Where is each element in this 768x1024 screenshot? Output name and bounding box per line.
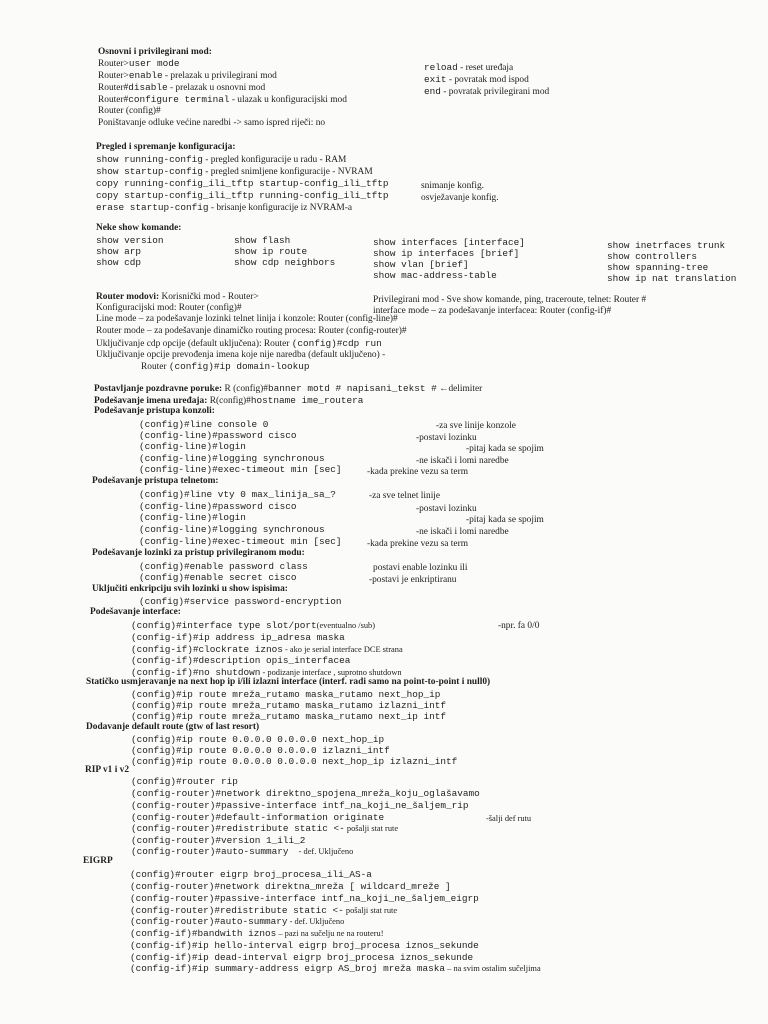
command: (config)#enable password class: [139, 561, 308, 572]
text-line: [94, 383, 482, 395]
text-line: Konfiguracijski mod: Router (config)#: [96, 303, 242, 313]
text: - prelazak u privilegirani mod: [162, 71, 277, 81]
text: - def. Uključeno: [287, 917, 345, 926]
text: -šalji def rutu: [486, 814, 532, 823]
command: (config-router)#redistribute static <-: [131, 823, 345, 834]
command: (config)#ip route mreža_rutamo maska_rutamo izlazni_intf: [131, 700, 447, 711]
text: postavi enable lozinku ili: [373, 563, 468, 573]
text-line: [424, 74, 529, 86]
text: - pregled snimljene konfiguracije - NVRAM: [202, 167, 373, 177]
text: Router: [141, 362, 169, 372]
command: (config)#ip route 0.0.0.0 0.0.0.0 izlazni_intf: [131, 745, 390, 756]
command: show cdp neighbors: [234, 257, 336, 268]
section-title-eigrp: EIGRP: [83, 856, 113, 866]
command: (config)#ip domain-lookup: [168, 361, 310, 372]
command: show ip nat translation: [607, 273, 737, 284]
command: banner motd # napisani_tekst #: [267, 383, 437, 394]
section-title-static-routing: Statičko usmjeravanje na next hop ip i/ili izlazni interface (interf. radi samo na point-to-point i null0): [86, 677, 491, 687]
text: -kada prekine vezu sa term: [367, 539, 468, 549]
command: (config-line)#password cisco: [139, 430, 297, 441]
command: user mode: [128, 58, 180, 69]
command: (config-line)#exec-timeout min [sec]: [139, 464, 342, 475]
command: (config-line)#exec-timeout min [sec]: [139, 536, 342, 547]
section-title-config-review: Pregled i spremanje konfiguracija:: [96, 142, 236, 152]
text-line: [96, 338, 382, 350]
section-title-default-route: Dodavanje default route (gtw of last resort): [86, 722, 260, 732]
text: osvježavanje konfig.: [421, 193, 499, 203]
text: Router>: [98, 59, 129, 69]
text-line: [424, 62, 513, 74]
text: -kada prekine vezu sa term: [367, 467, 468, 477]
text-line: Line mode – za podešavanje lozinki telnet linija i konzole: Router (config-line)#: [96, 314, 398, 324]
command: hostname ime_routera: [250, 395, 364, 406]
text: - reset uređaja: [457, 63, 514, 73]
text: - brisanje konfiguracije iz NVRAM-a: [208, 203, 352, 213]
command: show cdp: [96, 257, 142, 268]
command: show running-config: [96, 154, 203, 165]
command: (config)#cdp run: [291, 338, 382, 349]
text: R(config)#: [207, 396, 251, 406]
command: (config-line)#logging synchronous: [139, 524, 325, 535]
command: (config-router)#redistribute static <-: [130, 905, 344, 916]
command: (config)#ip route mreža_rutamo maska_rutamo next_hop_ip: [131, 689, 441, 700]
text: -ne iskači i lomi naredbe: [416, 456, 509, 466]
command: copy running-config_ili_tftp startup-config_ili_tftp: [96, 178, 389, 189]
text-line: [98, 58, 179, 70]
text: - prelazak u osnovni mod: [167, 83, 266, 93]
command: (config)#service password-encryption: [139, 596, 342, 607]
text: - podizanje interface , suprotno shutdown: [260, 668, 402, 677]
text-line: [130, 963, 541, 975]
command: (config-if)#ip summary-address eigrp AS_broj mreža maska: [130, 963, 446, 974]
command: erase startup-config: [96, 202, 209, 213]
command: (config-if)#ip dead-interval eigrp broj_procesa iznos_sekunde: [130, 952, 474, 963]
text: -za sve telnet linije: [369, 491, 441, 501]
text-line: [130, 928, 383, 940]
text: – pazi na sučelju ne na routeru!: [276, 929, 384, 938]
command: configure terminal: [128, 94, 230, 105]
command: (config)#router rip: [131, 776, 238, 787]
command: (config-router)#network direktno_spojena_mreža_koju_oglašavamo: [131, 788, 480, 799]
command: (config-if)#description opis_interfacea: [131, 655, 351, 666]
command: (config-router)#passive-interface intf_na_koji_ne_šaljem_rip: [131, 800, 469, 811]
text-line: interface mode – za podešavanje interfacea: Router (config-if)#: [373, 306, 612, 316]
text: -pitaj kada se spojim: [466, 515, 544, 525]
text-line: [424, 86, 549, 98]
command: show ip route: [234, 246, 308, 257]
text-line: [98, 70, 277, 82]
command: exit: [424, 74, 447, 85]
command: end: [424, 86, 441, 97]
command: (config-if)#clockrate iznos: [131, 644, 283, 655]
command: enable: [128, 70, 163, 81]
label: Podešavanje imena uređaja:: [94, 396, 208, 406]
text-line: Router (config)#: [98, 106, 161, 116]
command: (config)#enable secret cisco: [139, 572, 297, 583]
command: (config)#ip route 0.0.0.0 0.0.0.0 next_hop_ip izlazni_intf: [131, 756, 458, 767]
command: show interfaces [interface]: [373, 237, 525, 248]
text-line: [131, 620, 375, 632]
text-line: [96, 202, 352, 214]
text-line: Privilegirani mod - Sve show komande, ping, traceroute, telnet: Router #: [373, 295, 647, 305]
command: (config)#router eigrp broj_procesa_ili_AS-a: [130, 869, 372, 880]
command: (config)#line vty 0 max_linija_sa_?: [139, 489, 336, 500]
text-line: [96, 154, 346, 166]
command: (config-if)#ip address ip_adresa maska: [131, 632, 345, 643]
text: ←delimiter: [436, 384, 483, 394]
text: -pitaj kada se spojim: [466, 444, 544, 454]
text-line: [131, 846, 353, 858]
text: -postavi lozinku: [416, 433, 477, 443]
text: (eventualno /sub): [316, 621, 376, 630]
command: disable: [128, 82, 168, 93]
command: show version: [96, 235, 164, 246]
command: (config-router)#auto-summary: [130, 916, 288, 927]
label: Router modovi:: [96, 292, 160, 302]
text-line: Poništavanje odluke većine naredbi -> samo ispred riječi: no: [98, 118, 326, 128]
command: (config-router)#version 1_ili_2: [131, 835, 306, 846]
command: (config-router)#network direktna_mreža [ wildcard_mreže ]: [130, 881, 451, 892]
command: (config-if)#bandwith iznos: [130, 928, 277, 939]
command: (config-line)#password cisco: [139, 501, 297, 512]
command: (config-router)#passive-interface intf_na_koji_ne_šaljem_eigrp: [130, 893, 479, 904]
section-title-encryption: Uključiti enkripciju svih lozinki u show ispisima:: [92, 584, 288, 594]
command: show arp: [96, 246, 142, 257]
section-title-console: Podešavanje pristupa konzoli:: [94, 406, 215, 416]
text: Korisnički mod - Router>: [159, 292, 259, 302]
text: -postavi lozinku: [416, 504, 477, 514]
command: (config-router)#auto-summary: [131, 846, 289, 857]
text: - pregled konfiguracije u radu - RAM: [202, 155, 347, 165]
command: (config)#line console 0: [139, 419, 269, 430]
command: (config-if)#ip hello-interval eigrp broj_procesa iznos_sekunde: [130, 940, 479, 951]
text-line: [141, 361, 310, 373]
text-line: [98, 94, 347, 106]
text: -za sve linije konzole: [436, 421, 516, 431]
command: show vlan [brief]: [373, 259, 469, 270]
section-title-telnet: Podešavanje pristupa telnetom:: [92, 476, 219, 486]
text: pošalji stat rute: [343, 906, 398, 915]
text: – na svim ostalim sučeljima: [445, 964, 541, 973]
text-line: [98, 82, 265, 94]
command: (config-if)#no shutdown: [131, 667, 261, 678]
text: Uključivanje cdp opcije (default uključena): Router: [96, 339, 292, 349]
text: Router#: [98, 83, 129, 93]
text: snimanje konfig.: [421, 181, 485, 191]
command: (config-line)#logging synchronous: [139, 453, 325, 464]
command: (config)#ip route 0.0.0.0 0.0.0.0 next_hop_ip: [131, 734, 385, 745]
command: show inetrfaces trunk: [607, 240, 726, 251]
command: (config-router)#default-information originate: [131, 812, 385, 823]
command: show spanning-tree: [607, 262, 709, 273]
text: -npr. fa 0/0: [498, 621, 540, 631]
text: - povratak privilegirani mod: [440, 87, 550, 97]
text: - def. Uključeno: [296, 847, 354, 856]
text: - povratak mod ispod: [446, 75, 529, 85]
command: show mac-address-table: [373, 270, 497, 281]
text-line: [96, 166, 373, 178]
command: copy startup-config_ili_tftp running-config_ili_tftp: [96, 190, 389, 201]
text-line: [131, 823, 398, 835]
text: Router>: [98, 71, 129, 81]
text-line: [96, 292, 259, 303]
text-line: Uključivanje opcije prevođenja imena koje nije naredba (default uključeno) -: [96, 350, 386, 360]
section-title-privileged-password: Podešavanje lozinki za pristup privilegiranom modu:: [92, 548, 305, 558]
text: R (config)#: [222, 384, 268, 394]
text: - ako je serial interface DCE strana: [282, 645, 403, 654]
text: -ne iskači i lomi naredbe: [416, 527, 509, 537]
command: show flash: [234, 235, 291, 246]
text: - ulazak u konfiguracijski mod: [229, 95, 347, 105]
command: (config)#ip route mreža_rutamo maska_rutamo next_ip intf: [131, 711, 447, 722]
section-title-show-commands: Neke show komande:: [96, 223, 182, 233]
text-line: Router mode – za podešavanje dinamičko routing procesa: Router (config-router)#: [96, 326, 407, 336]
command: (config)#interface type slot/port: [131, 620, 317, 631]
section-title-interface: Podešavanje interface:: [90, 607, 181, 617]
command: show controllers: [607, 251, 698, 262]
text: Router#: [98, 95, 129, 105]
command: show ip interfaces [brief]: [373, 248, 520, 259]
section-title-basic-modes: Osnovni i privilegirani mod:: [98, 47, 212, 57]
label: Postavljanje pozdravne poruke:: [94, 384, 223, 394]
command: reload: [424, 62, 458, 73]
command: (config-line)#login: [139, 512, 246, 523]
text: -postavi je enkriptiranu: [369, 575, 457, 585]
text-line: [130, 916, 344, 928]
command: (config-line)#login: [139, 441, 246, 452]
section-title-rip: RIP v1 i v2: [85, 765, 130, 775]
command: show startup-config: [96, 166, 203, 177]
text: pošalji stat rute: [344, 824, 399, 833]
